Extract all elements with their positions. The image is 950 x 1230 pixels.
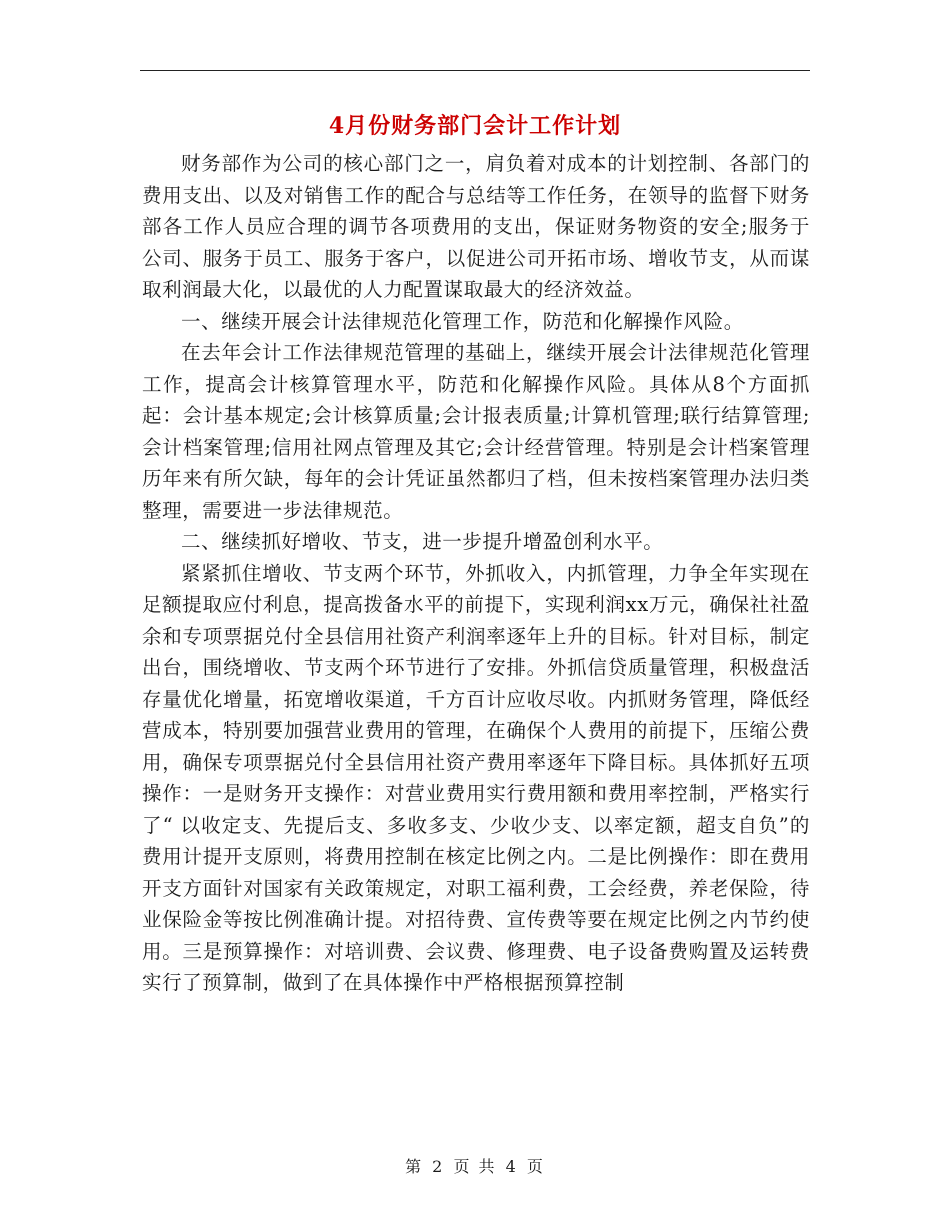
paragraph-section-2: 紧紧抓住增收、节支两个环节，外抓收入，内抓管理，力争全年实现在足额提取应付利息，提高拨备水平的前提下，实现利润xx万元，确保社社盈余和专项票据兑付全县信用社资产利润率逐年上升的目标。针对目标，制定出台，围绕增收、节支两个环节进行了安排。外抓信贷质量管理，积极盘活存量优化增量，拓宽增收渠道，千方百计应收尽收。内抓财务管理，降低经营成本，特别要加强营业费用的管理，在确保个人费用的前提下，压缩公费用，确保专项票据兑付全县信用社资产费用率逐年下降目标。具体抓好五项操作：一是财务开支操作：对营业费用实行费用额和费用率控制，严格实行了“ 以收定支、先提后支、多收多支、少收少支、以率定额，超支自负”的费用计提开支原则，将费用控制在核定比例之内。二是比例操作：即在费用开支方面针对国家有关政策规定，对职工福利费，工会经费，养老保险，待业保险金等按比例准确计提。对招待费、宣传费等要在规定比例之内节约使用。三是预算操作：对培训费、会议费、修理费、电子设备费购置及运转费实行了预算制，做到了在具体操作中严格根据预算控制 [142,561,810,994]
page-footer [140,1154,810,1177]
section-heading-1: 一、继续开展会计法律规范化管理工作，防范和化解操作风险。 [181,309,744,333]
footer-prefix: 第 [405,1157,424,1176]
footer-suffix: 页 [526,1157,545,1176]
footer-total-pages: 4 [505,1157,518,1176]
footer-middle: 页 共 [453,1157,497,1176]
header-rule [140,70,810,71]
paragraph-section-1: 在去年会计工作法律规范管理的基础上，继续开展会计法律规范化管理工作，提高会计核算管理水平，防范和化解操作风险。具体从8个方面抓起：会计基本规定;会计核算质量;会计报表质量;计算机管理;联行结算管理;会计档案管理;信用社网点管理及其它;会计经营管理。特别是会计档案管理历年来有所欠缺，每年的会计凭证虽然都归了档，但未按档案管理办法归类整理，需要进一步法律规范。 [142,341,810,522]
footer-page-number: 2 [432,1157,445,1176]
document-title: 4月份财务部门会计工作计划 [328,113,622,139]
paragraph-intro: 财务部作为公司的核心部门之一，肩负着对成本的计划控制、各部门的费用支出、以及对销售工作的配合与总结等工作任务，在领导的监督下财务部各工作人员应合理的调节各项费用的支出，保证财务物资的安全;服务于公司、服务于员工、服务于客户，以促进公司开拓市场、增收节支，从而谋取利润最大化，以最优的人力配置谋取最大的经济效益。 [142,152,810,301]
document-body [142,148,810,999]
section-heading-2: 二、继续抓好增收、节支，进一步提升增盈创利水平。 [181,530,664,553]
